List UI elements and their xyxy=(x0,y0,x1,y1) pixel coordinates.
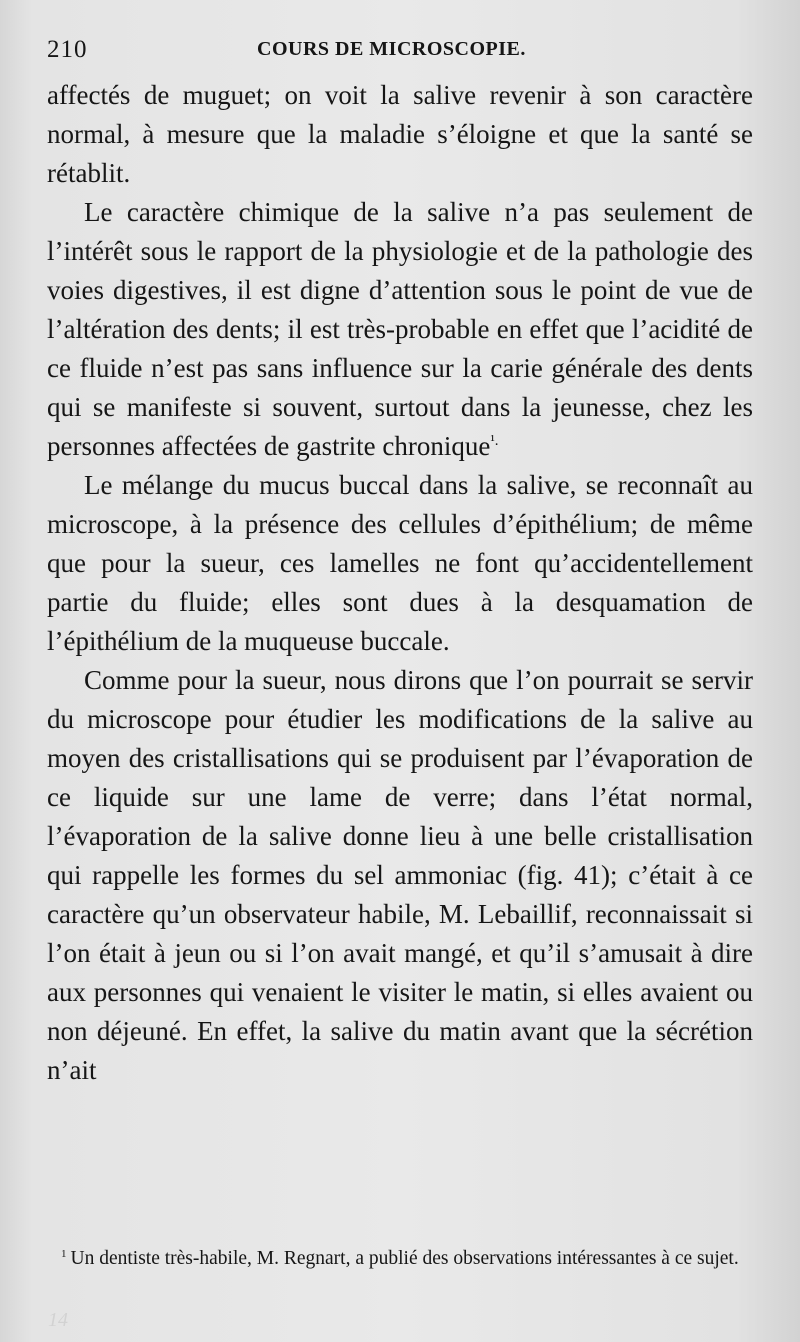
paragraph-text: Le caractère chimique de la salive n’a pas seulement de l’intérêt sous le rapport de la physiologie et de la pathologie des voies digestives, il est digne d’attention sous le point de vue de l’altération des dents; il est très-probable en effet que l’acidité de ce fluide n’est pas sans influence sur la carie générale des dents qui se manifeste si souvent, surtout dans la jeunesse, chez les personnes affectées de gastrite chronique xyxy=(47,197,753,461)
page-header xyxy=(47,34,753,68)
body-text xyxy=(47,76,753,1090)
footnote-marker: 1 xyxy=(61,1247,67,1260)
paragraph-crystallisation: Comme pour la sueur, nous dirons que l’on pourrait se servir du microscope pour étudier les modifications de la salive au moyen des cristallisations qui se produisent par l’évaporation de ce liquide sur une lame de verre; dans l’état normal, l’évaporation de la salive donne lieu à une belle cristallisation qui rappelle les formes du sel ammoniac (fig. 41); c’était à ce caractère qu’un observateur habile, M. Lebaillif, reconnaissait si l’on était à jeun ou si l’on avait mangé, et qu’il s’amusait à dire aux personnes qui venaient le visiter le matin, si elles avaient ou non déjeuné. En effet, la salive du matin avant que la sécrétion n’ait xyxy=(47,665,753,1085)
signature-mark: 14 xyxy=(48,1309,68,1331)
paragraph-buccal-mucus: Le mélange du mucus buccal dans la salive, se reconnaît au microscope, à la présence des cellules d’épithélium; de même que pour la sueur, ces lamelles ne font qu’accidentellement partie du fluide; elles sont dues à la desquamation de l’épithélium de la muqueuse buccale. xyxy=(47,470,753,656)
paragraph-continued: affectés de muguet; on voit la salive revenir à son caractère normal, à mesure que la maladie s’éloigne et que la santé se rétablit. xyxy=(47,80,753,188)
page-number: 210 xyxy=(47,36,88,63)
running-head: COURS DE MICROSCOPIE. xyxy=(257,38,526,60)
footnote-reference: ¹. xyxy=(490,433,499,449)
paragraph-chemical-character xyxy=(47,193,753,466)
footnote xyxy=(47,1245,753,1273)
footnote-text: Un dentiste très-habile, M. Regnart, a publié des observations intéressantes à ce sujet. xyxy=(70,1248,739,1269)
